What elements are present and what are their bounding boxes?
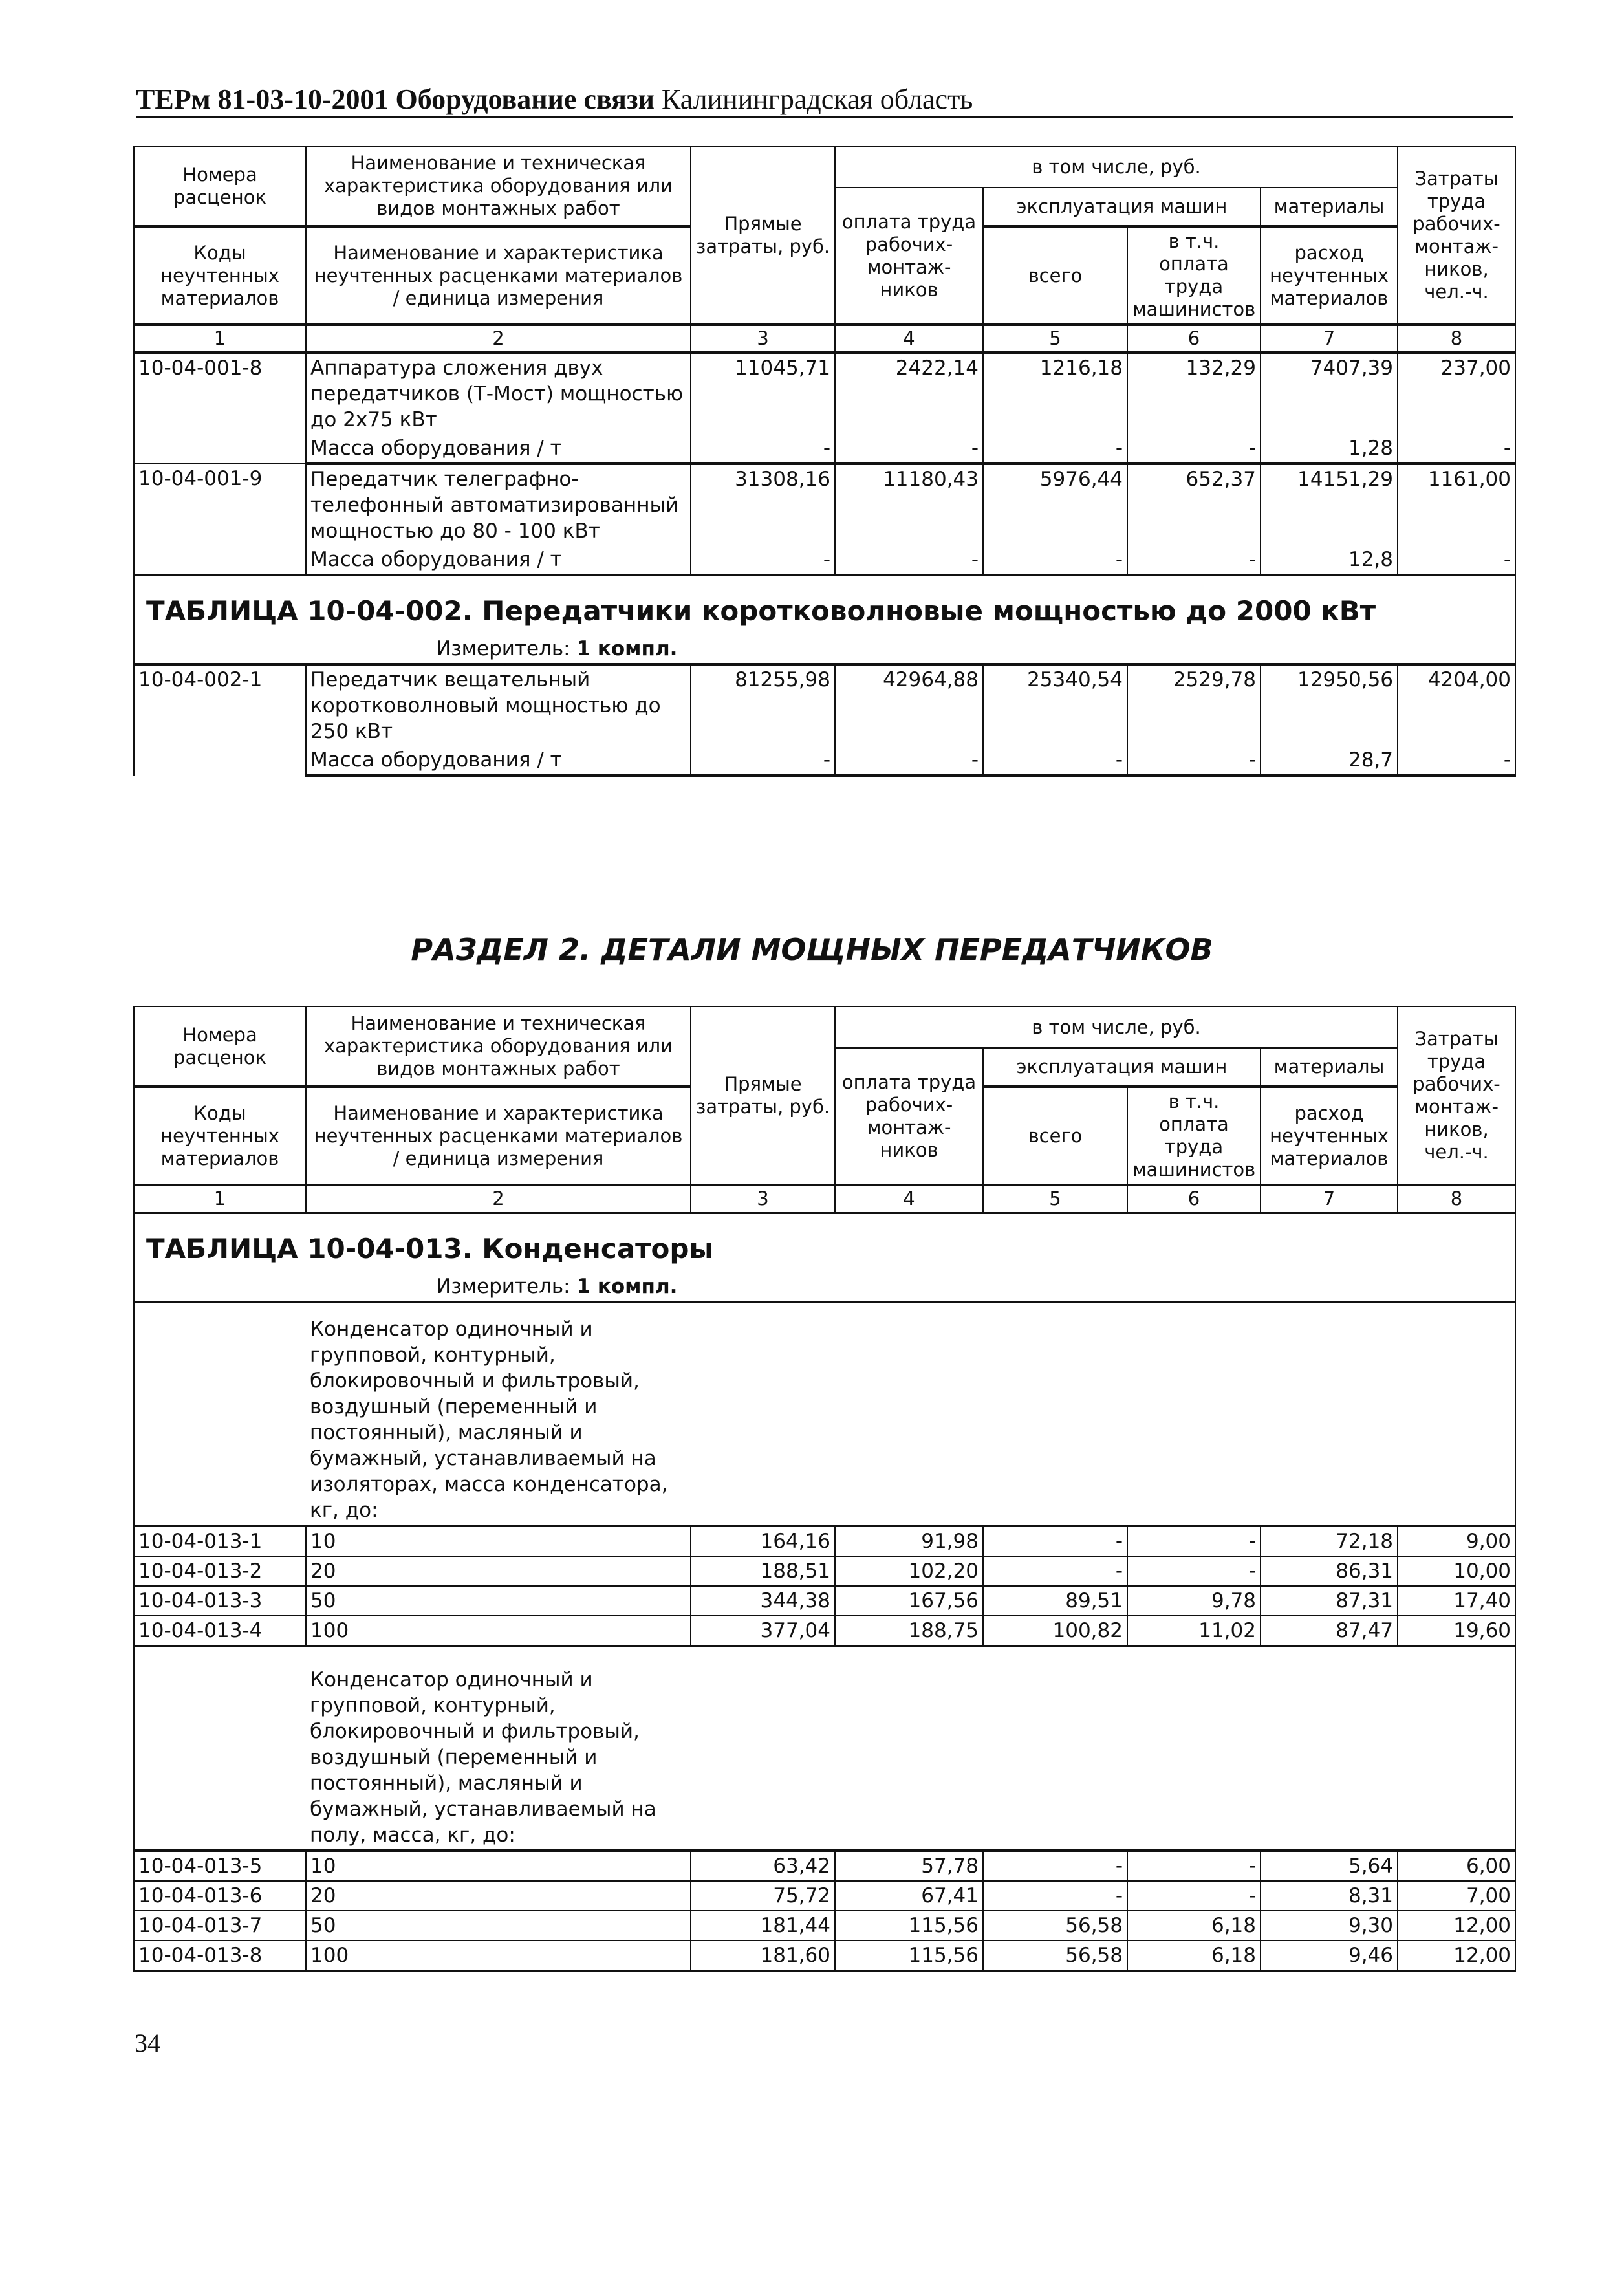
col-number-5: 5 [983, 325, 1127, 353]
labor: 237,00 [1398, 353, 1515, 434]
mass-row [134, 545, 1515, 575]
col-number-8: 8 [1398, 325, 1515, 353]
materials: 87,31 [1261, 1586, 1398, 1616]
mass-labor: - [1398, 434, 1515, 464]
col-number-1: 1 [134, 1185, 306, 1213]
direct-costs: 81255,98 [691, 664, 835, 746]
table-title-10-04-002: ТАБЛИЦА 10-04-002. Передатчики коротковолновые мощностью до 2000 кВт [134, 575, 1515, 635]
col-number-3: 3 [691, 325, 835, 353]
col-header-machinist-pay: в т.ч. оплата труда машинистов [1127, 1087, 1261, 1185]
col-header-direct-costs: Прямые затраты, руб. [691, 1006, 835, 1185]
rate-name: 20 [306, 1881, 691, 1911]
mass-materials: 28,7 [1261, 746, 1398, 776]
direct-costs: 75,72 [691, 1881, 835, 1911]
rate-name: 50 [306, 1911, 691, 1940]
col-number-5: 5 [983, 1185, 1127, 1213]
direct-costs: 11045,71 [691, 353, 835, 434]
col-number-8: 8 [1398, 1185, 1515, 1213]
labor: 12,00 [1398, 1940, 1515, 1971]
worker-pay: 115,56 [835, 1940, 983, 1971]
worker-pay: 11180,43 [835, 464, 983, 545]
materials: 9,30 [1261, 1911, 1398, 1940]
col-number-6: 6 [1127, 325, 1261, 353]
mass-label: Масса оборудования / т [306, 545, 691, 575]
group-spacer [691, 1646, 1515, 1851]
col-number-6: 6 [1127, 1185, 1261, 1213]
materials: 5,64 [1261, 1851, 1398, 1881]
meter-value: 1 компл. [576, 1275, 678, 1298]
rates-table [133, 1006, 1516, 1972]
col-number-3: 3 [691, 1185, 835, 1213]
rate-code: 10-04-013-4 [134, 1616, 306, 1646]
machinist-pay: 6,18 [1127, 1911, 1261, 1940]
col-header-machines-total: всего [983, 1087, 1127, 1185]
machinist-pay: - [1127, 1851, 1261, 1881]
region-name: Калининградская область [661, 83, 973, 115]
machines-total: 56,58 [983, 1940, 1127, 1971]
col-header-materials: материалы [1261, 188, 1398, 226]
direct-costs: 188,51 [691, 1556, 835, 1586]
materials: 14151,29 [1261, 464, 1398, 545]
meter-label: Измеритель: [436, 1275, 570, 1298]
materials: 12950,56 [1261, 664, 1398, 746]
group-spacer [691, 1302, 1515, 1526]
mass-direct: - [691, 746, 835, 776]
col-header-machines: эксплуатация машин [983, 1048, 1261, 1087]
mass-direct: - [691, 434, 835, 464]
rate-code: 10-04-013-6 [134, 1881, 306, 1911]
col-header-worker-pay: оплата труда рабочих-монтаж-ников [835, 188, 983, 325]
rates-table-section-2 [133, 1006, 1515, 1972]
col-header-materials-usage: расход неучтенных материалов [1261, 226, 1398, 325]
direct-costs: 344,38 [691, 1586, 835, 1616]
col-number-1: 1 [134, 325, 306, 353]
mass-direct: - [691, 545, 835, 575]
mass-machines-total: - [983, 545, 1127, 575]
mass-machines-total: - [983, 434, 1127, 464]
worker-pay: 115,56 [835, 1911, 983, 1940]
worker-pay: 102,20 [835, 1556, 983, 1586]
materials: 72,18 [1261, 1526, 1398, 1556]
col-header-rate-number: Номера расценок [134, 1006, 306, 1087]
worker-pay: 91,98 [835, 1526, 983, 1556]
group-spacer [134, 1646, 306, 1851]
machines-total: - [983, 1556, 1127, 1586]
worker-pay: 67,41 [835, 1881, 983, 1911]
col-header-machines-total: всего [983, 226, 1127, 325]
direct-costs: 164,16 [691, 1526, 835, 1556]
rate-code: 10-04-013-1 [134, 1526, 306, 1556]
machines-total: - [983, 1526, 1127, 1556]
rate-code: 10-04-013-2 [134, 1556, 306, 1586]
mass-machinist-pay: - [1127, 434, 1261, 464]
mass-label: Масса оборудования / т [306, 434, 691, 464]
col-header-including: в том числе, руб. [835, 1006, 1398, 1048]
col-header-labor: Затраты труда рабочих-монтаж-ников, чел.-ч. [1398, 1006, 1515, 1185]
rate-name: 10 [306, 1526, 691, 1556]
direct-costs: 63,42 [691, 1851, 835, 1881]
mass-machines-total: - [983, 746, 1127, 776]
meter-row [134, 1272, 1515, 1302]
rates-table [133, 146, 1516, 777]
col-header-direct-costs: Прямые затраты, руб. [691, 146, 835, 325]
table-row [134, 1586, 1515, 1616]
mass-materials: 1,28 [1261, 434, 1398, 464]
table-title-row [134, 1213, 1515, 1272]
materials: 87,47 [1261, 1616, 1398, 1646]
materials: 9,46 [1261, 1940, 1398, 1971]
rate-code: 10-04-002-1 [134, 664, 306, 776]
meter-label: Измеритель: [436, 637, 570, 660]
rate-code: 10-04-001-8 [134, 353, 306, 464]
mass-worker-pay: - [835, 545, 983, 575]
page-number: 34 [135, 2028, 160, 2058]
col-number-7: 7 [1261, 325, 1398, 353]
group-description-row [134, 1646, 1515, 1851]
mass-worker-pay: - [835, 434, 983, 464]
table-row [134, 1881, 1515, 1911]
machines-total: 100,82 [983, 1616, 1127, 1646]
col-header-labor: Затраты труда рабочих-монтаж-ников, чел.-ч. [1398, 146, 1515, 325]
table-row [134, 1556, 1515, 1586]
labor: 12,00 [1398, 1911, 1515, 1940]
col-header-materials: материалы [1261, 1048, 1398, 1087]
direct-costs: 181,44 [691, 1911, 835, 1940]
machines-total: 56,58 [983, 1911, 1127, 1940]
materials: 8,31 [1261, 1881, 1398, 1911]
section-title: РАЗДЕЛ 2. ДЕТАЛИ МОЩНЫХ ПЕРЕДАТЧИКОВ [411, 932, 1213, 967]
rate-name: 50 [306, 1586, 691, 1616]
group-spacer [134, 1302, 306, 1526]
meter [134, 1272, 1515, 1302]
direct-costs: 31308,16 [691, 464, 835, 545]
col-header-materials-usage: расход неучтенных материалов [1261, 1087, 1398, 1185]
labor: 7,00 [1398, 1881, 1515, 1911]
mass-materials: 12,8 [1261, 545, 1398, 575]
machines-total: 25340,54 [983, 664, 1127, 746]
rate-code: 10-04-001-9 [134, 464, 306, 575]
machinist-pay: 6,18 [1127, 1940, 1261, 1971]
worker-pay: 188,75 [835, 1616, 983, 1646]
mass-row [134, 434, 1515, 464]
page-header [136, 83, 973, 116]
machinist-pay: 11,02 [1127, 1616, 1261, 1646]
labor: 9,00 [1398, 1526, 1515, 1556]
group-description-row [134, 1302, 1515, 1526]
col-number-4: 4 [835, 325, 983, 353]
col-header-worker-pay: оплата труда рабочих-монтаж-ников [835, 1048, 983, 1185]
machinist-pay: 9,78 [1127, 1586, 1261, 1616]
table-title-10-04-013: ТАБЛИЦА 10-04-013. Конденсаторы [134, 1213, 1515, 1272]
machines-total: 5976,44 [983, 464, 1127, 545]
worker-pay: 42964,88 [835, 664, 983, 746]
table-row [134, 353, 1515, 434]
rate-code: 10-04-013-8 [134, 1940, 306, 1971]
machinist-pay: - [1127, 1526, 1261, 1556]
col-header-including: в том числе, руб. [835, 146, 1398, 188]
rates-table-section-1 [133, 146, 1515, 777]
table-row [134, 1940, 1515, 1971]
rate-code: 10-04-013-5 [134, 1851, 306, 1881]
col-number-2: 2 [306, 1185, 691, 1213]
rate-code: 10-04-013-7 [134, 1911, 306, 1940]
machines-total: 1216,18 [983, 353, 1127, 434]
rate-name: Передатчик телеграфно-телефонный автоматизированный мощностью до 80 - 100 кВт [306, 464, 691, 545]
col-number-7: 7 [1261, 1185, 1398, 1213]
meter-row [134, 635, 1515, 664]
col-number-2: 2 [306, 325, 691, 353]
col-header-name-bottom: Наименование и характеристика неучтенных расценками материалов / единица измерения [306, 1087, 691, 1185]
table-row [134, 1911, 1515, 1940]
direct-costs: 377,04 [691, 1616, 835, 1646]
labor: 4204,00 [1398, 664, 1515, 746]
mass-labor: - [1398, 545, 1515, 575]
machines-total: - [983, 1881, 1127, 1911]
group-description: Конденсатор одиночный и групповой, контурный, блокировочный и фильтровый, воздушный (переменный и постоянный), масляный и бумажный, устанавливаемый на изоляторах, масса конденсатора, кг, до: [306, 1302, 691, 1526]
mass-machinist-pay: - [1127, 545, 1261, 575]
group-description: Конденсатор одиночный и групповой, контурный, блокировочный и фильтровый, воздушный (переменный и постоянный), масляный и бумажный, устанавливаемый на полу, масса, кг, до: [306, 1646, 691, 1851]
machinist-pay: - [1127, 1556, 1261, 1586]
col-header-machines: эксплуатация машин [983, 188, 1261, 226]
rate-name: 20 [306, 1556, 691, 1586]
meter [134, 635, 1515, 664]
mass-labor: - [1398, 746, 1515, 776]
col-header-machinist-pay: в т.ч. оплата труда машинистов [1127, 226, 1261, 325]
col-number-4: 4 [835, 1185, 983, 1213]
mass-worker-pay: - [835, 746, 983, 776]
machines-total: 89,51 [983, 1586, 1127, 1616]
table-row [134, 464, 1515, 545]
mass-machinist-pay: - [1127, 746, 1261, 776]
materials: 7407,39 [1261, 353, 1398, 434]
header-rule [136, 116, 1513, 118]
labor: 1161,00 [1398, 464, 1515, 545]
rate-name: Аппаратура сложения двух передатчиков (Т-Мост) мощностью до 2х75 кВт [306, 353, 691, 434]
col-header-name-bottom: Наименование и характеристика неучтенных расценками материалов / единица измерения [306, 226, 691, 325]
machinist-pay: 132,29 [1127, 353, 1261, 434]
col-header-rate-number: Номера расценок [134, 146, 306, 226]
worker-pay: 2422,14 [835, 353, 983, 434]
document-code-title: ТЕРм 81-03-10-2001 Оборудование связи [136, 83, 655, 115]
machinist-pay: - [1127, 1881, 1261, 1911]
table-row [134, 1616, 1515, 1646]
table-row [134, 664, 1515, 746]
machinist-pay: 2529,78 [1127, 664, 1261, 746]
labor: 6,00 [1398, 1851, 1515, 1881]
meter-value: 1 компл. [576, 637, 678, 660]
col-header-name-top: Наименование и техническая характеристика оборудования или видов монтажных работ [306, 146, 691, 226]
col-header-name-top: Наименование и техническая характеристика оборудования или видов монтажных работ [306, 1006, 691, 1087]
machines-total: - [983, 1851, 1127, 1881]
table-row [134, 1851, 1515, 1881]
worker-pay: 167,56 [835, 1586, 983, 1616]
labor: 10,00 [1398, 1556, 1515, 1586]
mass-label: Масса оборудования / т [306, 746, 691, 776]
table-row [134, 1526, 1515, 1556]
labor: 19,60 [1398, 1616, 1515, 1646]
rate-name: 100 [306, 1616, 691, 1646]
col-header-codes: Коды неучтенных материалов [134, 226, 306, 325]
direct-costs: 181,60 [691, 1940, 835, 1971]
table-title-row [134, 575, 1515, 635]
labor: 17,40 [1398, 1586, 1515, 1616]
worker-pay: 57,78 [835, 1851, 983, 1881]
rate-code: 10-04-013-3 [134, 1586, 306, 1616]
rate-name: 10 [306, 1851, 691, 1881]
rate-name: Передатчик вещательный коротковолновый мощностью до 250 кВт [306, 664, 691, 746]
mass-row [134, 746, 1515, 776]
machinist-pay: 652,37 [1127, 464, 1261, 545]
materials: 86,31 [1261, 1556, 1398, 1586]
rate-name: 100 [306, 1940, 691, 1971]
col-header-codes: Коды неучтенных материалов [134, 1087, 306, 1185]
